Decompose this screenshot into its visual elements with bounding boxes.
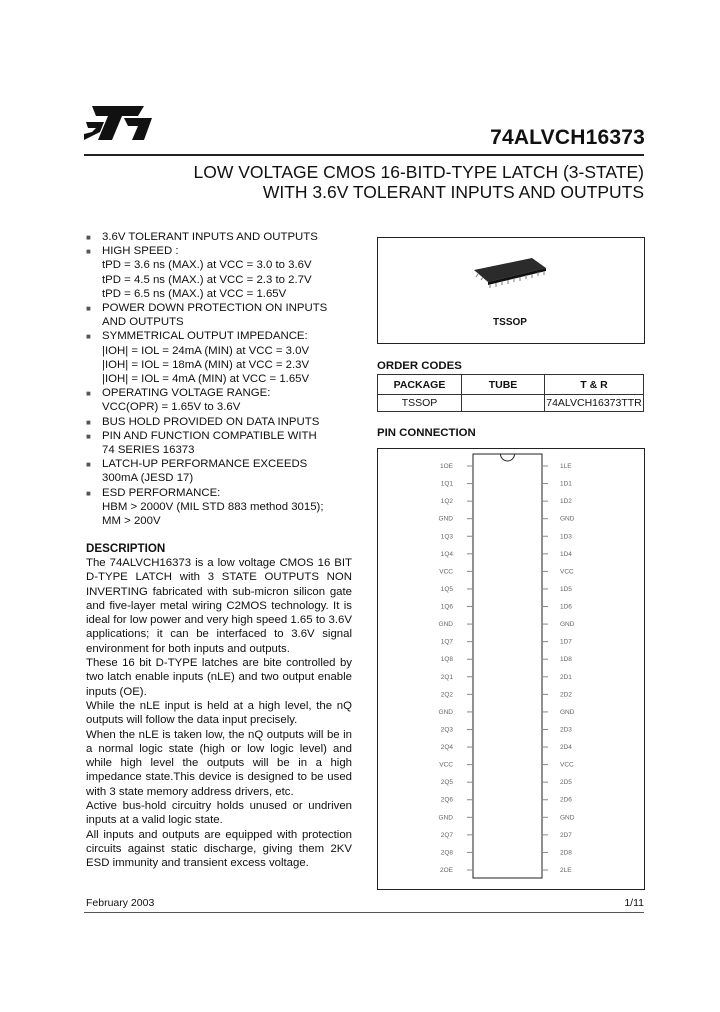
left-pin-label: 2Q2 bbox=[440, 691, 453, 699]
order-col-tr: T & R bbox=[545, 375, 644, 395]
bullet-icon: ■ bbox=[86, 431, 91, 441]
left-pin-label: 1Q8 bbox=[440, 656, 453, 664]
left-pin-label: 2Q5 bbox=[440, 779, 453, 787]
right-pin-label: 2D4 bbox=[560, 744, 572, 752]
description-body bbox=[86, 556, 352, 871]
right-pin-label: GND bbox=[560, 515, 575, 523]
feature-item bbox=[84, 329, 364, 386]
feature-item bbox=[84, 457, 364, 485]
footer-rule bbox=[84, 912, 644, 913]
description-paragraph: These 16 bit D-TYPE latches are bite controlled by two latch enable inputs (nLE) and two output enable inputs (OE). bbox=[86, 657, 352, 698]
order-col-tube: TUBE bbox=[462, 375, 545, 395]
left-pin-label: 1Q1 bbox=[440, 480, 453, 488]
left-pin-label: 1Q5 bbox=[440, 585, 453, 593]
feature-line: tPD = 3.6 ns (MAX.) at VCC = 3.0 to 3.6V bbox=[102, 259, 312, 272]
feature-line: 300mA (JESD 17) bbox=[102, 472, 194, 485]
st-logo bbox=[84, 104, 154, 142]
right-pin-label: 2D3 bbox=[560, 726, 572, 734]
feature-line: tPD = 6.5 ns (MAX.) at VCC = 1.65V bbox=[102, 287, 287, 300]
feature-item bbox=[84, 244, 364, 301]
right-pin-label: 2D8 bbox=[560, 849, 572, 857]
description-heading: DESCRIPTION bbox=[86, 542, 166, 555]
right-pin-label: VCC bbox=[560, 761, 574, 769]
right-pin-label: GND bbox=[560, 814, 575, 822]
description-paragraph: All inputs and outputs are equipped with protection circuits against static discharge, giving them 2KV ESD immunity and transient excess voltage. bbox=[86, 828, 352, 870]
left-pin-label: GND bbox=[438, 708, 453, 716]
left-pin-label: GND bbox=[438, 621, 453, 629]
feature-line: ESD PERFORMANCE: bbox=[102, 486, 221, 499]
feature-line: POWER DOWN PROTECTION ON INPUTS bbox=[102, 302, 328, 315]
feature-line: HBM > 2000V (MIL STD 883 method 3015); bbox=[102, 500, 324, 513]
right-pin-label: 2D6 bbox=[560, 796, 572, 804]
left-pin-label: GND bbox=[438, 515, 453, 523]
right-pin-label: 1D2 bbox=[560, 498, 572, 506]
left-pin-label: 2Q4 bbox=[440, 744, 453, 752]
left-pin-label: 1Q6 bbox=[440, 603, 453, 611]
bullet-icon: ■ bbox=[86, 417, 91, 427]
bullet-icon: ■ bbox=[86, 488, 91, 498]
footer-page-number: 1/11 bbox=[624, 897, 644, 909]
feature-item bbox=[84, 301, 364, 329]
document-title bbox=[84, 162, 644, 202]
left-pin-label: GND bbox=[438, 814, 453, 822]
left-pin-label: VCC bbox=[439, 761, 453, 769]
bullet-icon: ■ bbox=[86, 304, 91, 314]
right-pin-label: GND bbox=[560, 708, 575, 716]
bullet-icon: ■ bbox=[86, 332, 91, 342]
feature-line: OPERATING VOLTAGE RANGE: bbox=[102, 387, 271, 400]
package-label: TSSOP bbox=[493, 317, 527, 328]
left-pin-label: 2Q1 bbox=[440, 673, 453, 681]
right-pin-label: GND bbox=[560, 621, 575, 629]
right-pin-label: VCC bbox=[560, 568, 574, 576]
right-pin-label: 1D4 bbox=[560, 550, 572, 558]
left-pin-label: 2Q3 bbox=[440, 726, 453, 734]
description-paragraph: While the nLE input is held at a high level, the nQ outputs will follow the data input precisely. bbox=[86, 699, 352, 727]
right-pin-label: 2D7 bbox=[560, 831, 572, 839]
feature-line: 74 SERIES 16373 bbox=[102, 444, 195, 457]
order-codes-header-row bbox=[378, 375, 644, 395]
feature-line: HIGH SPEED : bbox=[102, 245, 179, 258]
order-codes-heading: ORDER CODES bbox=[377, 360, 462, 372]
feature-line: |IOH| = IOL = 18mA (MIN) at VCC = 2.3V bbox=[102, 358, 310, 371]
feature-line: tPD = 4.5 ns (MAX.) at VCC = 2.3 to 2.7V bbox=[102, 273, 312, 286]
right-pin-label: 1D5 bbox=[560, 585, 572, 593]
bullet-icon: ■ bbox=[86, 233, 91, 242]
feature-item bbox=[84, 230, 364, 244]
feature-line: VCC(OPR) = 1.65V to 3.6V bbox=[102, 401, 241, 414]
title-line-1: LOW VOLTAGE CMOS 16-BITD-TYPE LATCH (3-STATE) bbox=[193, 162, 644, 182]
right-pin-label: 1LE bbox=[560, 463, 572, 470]
header-rule bbox=[84, 154, 644, 156]
left-pin-label: 2Q7 bbox=[440, 831, 453, 839]
feature-line: MM > 200V bbox=[102, 515, 161, 528]
ic-body bbox=[473, 454, 542, 878]
bullet-icon: ■ bbox=[86, 460, 91, 470]
left-pin-label: 1Q4 bbox=[440, 550, 453, 558]
tssop-package-image bbox=[470, 256, 548, 290]
left-pin-label: 1Q3 bbox=[440, 533, 453, 541]
feature-line: |IOH| = IOL = 24mA (MIN) at VCC = 3.0V bbox=[102, 344, 310, 357]
left-pin-label: 2OE bbox=[439, 867, 453, 874]
left-pin-label: 1Q7 bbox=[440, 638, 453, 646]
order-cell-tube bbox=[462, 395, 545, 412]
bullet-icon: ■ bbox=[86, 247, 91, 257]
order-codes-table bbox=[377, 374, 644, 412]
right-pin-label: 2D1 bbox=[560, 673, 572, 681]
right-pin-label: 1D8 bbox=[560, 656, 572, 664]
feature-line: BUS HOLD PROVIDED ON DATA INPUTS bbox=[102, 415, 320, 428]
feature-item bbox=[84, 415, 364, 429]
order-col-package: PACKAGE bbox=[378, 375, 462, 395]
feature-item bbox=[84, 386, 364, 414]
right-pin-label: 2D2 bbox=[560, 691, 572, 699]
left-pin-label: 2Q6 bbox=[440, 796, 453, 804]
description-paragraph: When the nLE is taken low, the nQ outputs will be in a normal logic state (high or low logic level) and while high level the outputs will be in a high impedance state.This device is designed to be used with 3 state memory address drivers, etc. bbox=[86, 728, 352, 798]
right-pin-label: 2LE bbox=[560, 867, 572, 874]
order-cell-package: TSSOP bbox=[378, 395, 462, 412]
feature-line: PIN AND FUNCTION COMPATIBLE WITH bbox=[102, 429, 317, 442]
left-pin-label: 1Q2 bbox=[440, 498, 453, 506]
feature-line: AND OUTPUTS bbox=[102, 316, 184, 329]
feature-line: SYMMETRICAL OUTPUT IMPEDANCE: bbox=[102, 330, 308, 343]
ic-notch bbox=[501, 454, 515, 461]
part-number: 74ALVCH16373 bbox=[490, 126, 645, 149]
left-pin-label: VCC bbox=[439, 568, 453, 576]
feature-line: LATCH-UP PERFORMANCE EXCEEDS bbox=[102, 458, 308, 471]
description-paragraph: The 74ALVCH16373 is a low voltage CMOS 16 BIT D-TYPE LATCH with 3 STATE OUTPUTS NON INVERTING fabricated with sub-micron silicon gate and five-layer metal wiring C2MOS technology. It is ideal for low power and very high speed 1.65 to 3.6V applications; it can be interfaced to 3.6V signal environment for both inputs and outputs. bbox=[86, 557, 352, 655]
title-line-2: WITH 3.6V TOLERANT INPUTS AND OUTPUTS bbox=[262, 182, 644, 202]
left-pin-label: 2Q8 bbox=[440, 849, 453, 857]
order-cell-tr: 74ALVCH16373TTR bbox=[545, 395, 644, 412]
right-pin-label: 1D3 bbox=[560, 533, 572, 541]
feature-item bbox=[84, 486, 364, 529]
description-paragraph: Active bus-hold circuitry holds unused or undriven inputs at a valid logic state. bbox=[86, 800, 352, 827]
right-pin-label: 1D6 bbox=[560, 603, 572, 611]
feature-line: 3.6V TOLERANT INPUTS AND OUTPUTS bbox=[102, 231, 318, 243]
left-pin-label: 1OE bbox=[439, 463, 453, 470]
table-row bbox=[378, 395, 644, 412]
feature-line: |IOH| = IOL = 4mA (MIN) at VCC = 1.65V bbox=[102, 373, 310, 386]
right-pin-label: 2D5 bbox=[560, 779, 572, 787]
pin-connection-heading: PIN CONNECTION bbox=[377, 427, 476, 439]
feature-list bbox=[84, 230, 364, 528]
bullet-icon: ■ bbox=[86, 389, 91, 399]
right-pin-label: 1D1 bbox=[560, 480, 572, 488]
right-pin-label: 1D7 bbox=[560, 638, 572, 646]
pin-diagram bbox=[377, 448, 643, 888]
footer-date: February 2003 bbox=[86, 897, 155, 909]
feature-item bbox=[84, 429, 364, 457]
